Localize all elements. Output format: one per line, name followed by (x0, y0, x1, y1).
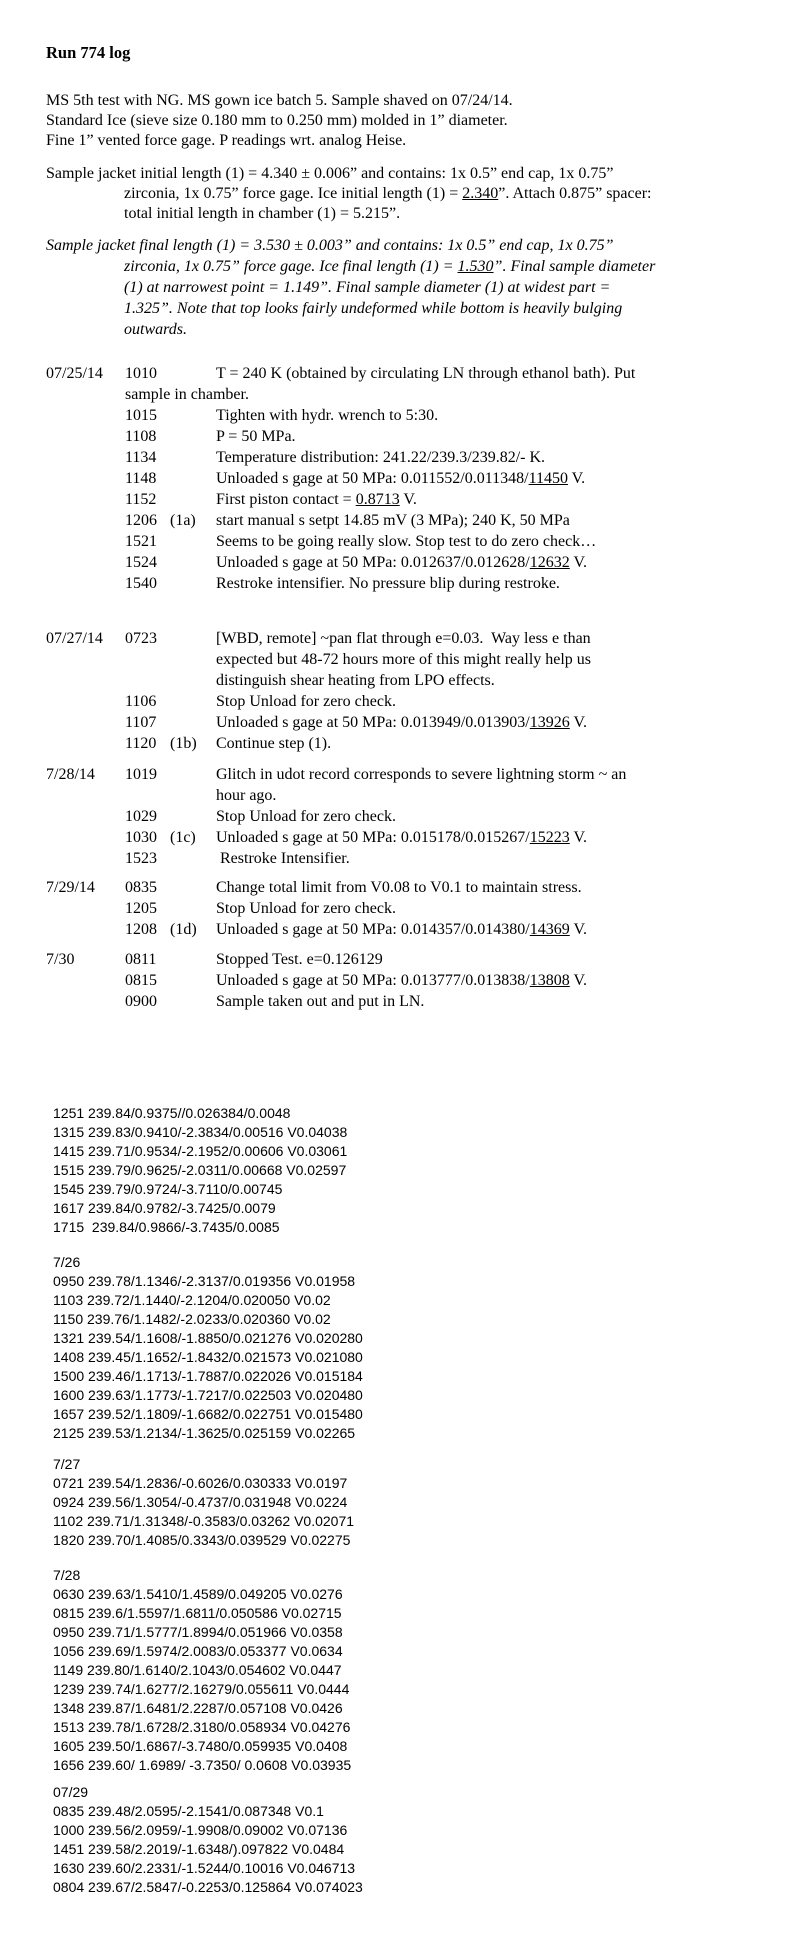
data-block (53, 1104, 803, 1237)
data-line: 1103 239.72/1.1440/-2.1204/0.020050 V0.02 (53, 1292, 331, 1308)
log-row (0, 363, 803, 384)
data-line: 1715 239.84/0.9866/-3.7435/0.0085 (53, 1219, 280, 1235)
data-block (53, 1783, 803, 1897)
text-segment: Restroke Intensifier. (216, 850, 350, 867)
text-segment: Sample jacket final length (1) = 3.530 ± 0.003” and contains: 1x 0.5” end cap, 1x 0.75” (46, 237, 614, 254)
log-step-tag: (1d) (170, 921, 197, 938)
paragraph-line (124, 256, 803, 277)
log-entry-text (216, 363, 635, 384)
log-row (0, 919, 803, 940)
log-time: 1107 (125, 714, 157, 731)
data-line: 1820 239.70/1.4085/0.3343/0.039529 V0.02275 (53, 1532, 351, 1548)
data-line: 1605 239.50/1.6867/-3.7480/0.059935 V0.0408 (53, 1738, 348, 1754)
log-row (0, 670, 803, 691)
text-segment: Unloaded s gage at 50 MPa: 0.015178/0.015267/ (216, 829, 530, 846)
text-segment: Restroke intensifier. No pressure blip during restroke. (216, 575, 560, 592)
text-segment: V. (569, 554, 587, 571)
text-segment: V. (569, 714, 587, 731)
data-line: 1451 239.58/2.2019/-1.6348/).097822 V0.0484 (53, 1841, 345, 1857)
data-line: 1657 239.52/1.1809/-1.6682/0.022751 V0.015480 (53, 1406, 363, 1422)
underlined-value: 1.530 (457, 258, 494, 275)
log-row (0, 877, 803, 898)
data-block (53, 1253, 803, 1443)
data-date-header: 7/26 (53, 1254, 81, 1270)
log-time: 1521 (125, 533, 157, 550)
text-segment: (1) at narrowest point = 1.149”. Final sample diameter (1) at widest part = (124, 279, 611, 296)
text-segment: Change total limit from V0.08 to V0.1 to maintain stress. (216, 879, 582, 896)
data-line: 1102 239.71/1.31348/-0.3583/0.03262 V0.02071 (53, 1513, 355, 1529)
data-line: 1315 239.83/0.9410/-2.3834/0.00516 V0.04038 (53, 1124, 348, 1140)
log-section (0, 628, 803, 754)
log-row (0, 628, 803, 649)
intro-paragraph (46, 91, 803, 151)
log-row (0, 649, 803, 670)
text-segment: Sample taken out and put in LN. (216, 993, 425, 1010)
data-date-header: 7/28 (53, 1567, 81, 1583)
underlined-value: 14369 (529, 921, 570, 938)
log-time: 1208 (125, 921, 157, 938)
text-segment: total initial length in chamber (1) = 5.215”. (124, 205, 401, 222)
log-section (0, 877, 803, 940)
log-entry-text (216, 827, 587, 848)
log-row (0, 827, 803, 848)
text-segment: ”. Final sample diameter (493, 258, 656, 275)
log-entry-text (216, 877, 582, 898)
text-segment: First piston contact = (216, 491, 356, 508)
underlined-value: 13808 (529, 972, 570, 989)
text-segment: expected but 48-72 hours more of this might really help us (216, 651, 592, 668)
log-time: 1523 (125, 850, 157, 867)
log-row (0, 384, 803, 405)
log-row (0, 447, 803, 468)
log-row (0, 991, 803, 1012)
jacket-final-paragraph (0, 235, 803, 340)
log-date: 7/30 (46, 951, 75, 968)
log-time: 1540 (125, 575, 157, 592)
data-block (53, 1566, 803, 1775)
log-entry-text (216, 405, 438, 426)
log-time: 1206 (125, 512, 157, 529)
underlined-value: 13926 (529, 714, 570, 731)
log-entry-text (216, 552, 587, 573)
data-line: 1000 239.56/2.0959/-1.9908/0.09002 V0.07136 (53, 1822, 348, 1838)
paragraph-line (46, 164, 803, 184)
underlined-value: 2.340 (462, 185, 499, 202)
text-segment: [WBD, remote] ~pan flat through e=0.03. Way less e than (216, 630, 591, 647)
log-time: 1148 (125, 470, 157, 487)
log-row (0, 510, 803, 531)
data-line: 1251 239.84/0.9375//0.026384/0.0048 (53, 1105, 291, 1121)
text-segment: V. (569, 829, 587, 846)
text-segment: hour ago. (216, 787, 277, 804)
log-time: 1152 (125, 491, 157, 508)
text-segment: zirconia, 1x 0.75” force gage. Ice initial length (1) = (124, 185, 463, 202)
log-date: 7/29/14 (46, 879, 95, 896)
data-line: 1149 239.80/1.6140/2.1043/0.054602 V0.0447 (53, 1662, 342, 1678)
log-entry-text (216, 531, 596, 552)
data-line: 0721 239.54/1.2836/-0.6026/0.030333 V0.0197 (53, 1475, 348, 1491)
log-time: 1106 (125, 693, 157, 710)
log-entry-text (216, 991, 424, 1012)
log-row (0, 489, 803, 510)
text-segment: Stop Unload for zero check. (216, 693, 396, 710)
intro-line: Standard Ice (sieve size 0.180 mm to 0.250 mm) molded in 1” diameter. (46, 112, 508, 129)
log-row (0, 898, 803, 919)
text-segment: ”. Attach 0.875” spacer: (498, 185, 652, 202)
log-row (0, 468, 803, 489)
log-time: 1010 (125, 365, 157, 382)
log-entry-text (216, 848, 350, 869)
text-segment: Continue step (1). (216, 735, 332, 752)
data-line: 0950 239.71/1.5777/1.8994/0.051966 V0.0358 (53, 1624, 343, 1640)
text-segment: V. (399, 491, 417, 508)
log-time: 1019 (125, 766, 157, 783)
intro-line: MS 5th test with NG. MS gown ice batch 5. Sample shaved on 07/24/14. (46, 92, 513, 109)
log-row (0, 733, 803, 754)
underlined-value: 15223 (529, 829, 570, 846)
data-line: 1515 239.79/0.9625/-2.0311/0.00668 V0.02597 (53, 1162, 347, 1178)
log-row (0, 848, 803, 869)
log-row (0, 573, 803, 594)
log-row (0, 806, 803, 827)
log-entry-text (125, 384, 249, 405)
paragraph-line (124, 184, 803, 204)
log-time: 1029 (125, 808, 157, 825)
log-entry-text (216, 806, 396, 827)
text-segment: Unloaded s gage at 50 MPa: 0.014357/0.014380/ (216, 921, 530, 938)
text-segment: V. (569, 972, 587, 989)
data-line: 1348 239.87/1.6481/2.2287/0.057108 V0.0426 (53, 1700, 343, 1716)
text-segment: outwards. (124, 321, 187, 338)
log-entry-text (216, 898, 396, 919)
log-time: 0811 (125, 951, 157, 968)
text-segment: Stop Unload for zero check. (216, 900, 396, 917)
text-segment: Sample jacket initial length (1) = 4.340 ± 0.006” and contains: 1x 0.5” end cap, 1x 0.75” (46, 165, 614, 182)
log-step-tag: (1b) (170, 735, 197, 752)
log-row (0, 531, 803, 552)
underlined-value: 12632 (529, 554, 570, 571)
log-entry-text (216, 426, 296, 447)
data-line: 1150 239.76/1.1482/-2.0233/0.020360 V0.02 (53, 1311, 331, 1327)
log-entry-text (216, 733, 331, 754)
text-segment: sample in chamber. (125, 386, 249, 403)
text-segment: distinguish shear heating from LPO effects. (216, 672, 495, 689)
log-entry-text (216, 489, 417, 510)
text-segment: V. (569, 921, 587, 938)
log-entry-text (216, 670, 495, 691)
log-entry-text (216, 447, 545, 468)
text-segment: Seems to be going really slow. Stop test to do zero check… (216, 533, 597, 550)
data-line: 0950 239.78/1.1346/-2.3137/0.019356 V0.01958 (53, 1273, 356, 1289)
paragraph-line (124, 298, 803, 319)
text-segment: Stop Unload for zero check. (216, 808, 396, 825)
paragraph-line (46, 235, 803, 256)
text-segment: Unloaded s gage at 50 MPa: 0.013949/0.013903/ (216, 714, 530, 731)
log-section (0, 363, 803, 594)
data-line: 0815 239.6/1.5597/1.6811/0.050586 V0.02715 (53, 1605, 342, 1621)
log-row (0, 970, 803, 991)
data-date-header: 07/29 (53, 1784, 89, 1800)
log-time: 1134 (125, 449, 157, 466)
log-entry-text (216, 919, 587, 940)
data-line: 1630 239.60/2.2331/-1.5244/0.10016 V0.046713 (53, 1860, 356, 1876)
underlined-value: 11450 (528, 470, 568, 487)
log-entry-text (216, 649, 591, 670)
log-row (0, 785, 803, 806)
log-section (0, 949, 803, 1012)
log-step-tag: (1c) (170, 829, 196, 846)
jacket-initial-paragraph (0, 164, 803, 224)
log-row (0, 552, 803, 573)
log-entry-text (216, 510, 570, 531)
log-entry-text (216, 785, 276, 806)
log-time: 0835 (125, 879, 157, 896)
log-date: 7/28/14 (46, 766, 95, 783)
data-line: 1545 239.79/0.9724/-3.7110/0.00745 (53, 1181, 283, 1197)
log-time: 0900 (125, 993, 157, 1010)
log-time: 1108 (125, 428, 157, 445)
page-title: Run 774 log (46, 43, 131, 62)
data-line: 0804 239.67/2.5847/-0.2253/0.125864 V0.074023 (53, 1879, 363, 1895)
data-line: 1513 239.78/1.6728/2.3180/0.058934 V0.04276 (53, 1719, 351, 1735)
data-line: 1056 239.69/1.5974/2.0083/0.053377 V0.0634 (53, 1643, 343, 1659)
data-line: 1408 239.45/1.1652/-1.8432/0.021573 V0.021080 (53, 1349, 363, 1365)
data-block (53, 1455, 803, 1550)
text-segment: Unloaded s gage at 50 MPa: 0.011552/0.011348/ (216, 470, 529, 487)
data-line: 1415 239.71/0.9534/-2.1952/0.00606 V0.03061 (53, 1143, 348, 1159)
data-line: 0835 239.48/2.0595/-2.1541/0.087348 V0.1 (53, 1803, 324, 1819)
data-line: 1600 239.63/1.1773/-1.7217/0.022503 V0.020480 (53, 1387, 363, 1403)
log-date: 07/25/14 (46, 365, 103, 382)
paragraph-line (124, 277, 803, 298)
data-date-header: 7/27 (53, 1456, 81, 1472)
log-time: 1015 (125, 407, 157, 424)
log-section (0, 764, 803, 869)
text-segment: zirconia, 1x 0.75” force gage. Ice final length (1) = (124, 258, 458, 275)
data-line: 1500 239.46/1.1713/-1.7887/0.022026 V0.015184 (53, 1368, 363, 1384)
log-entry-text (216, 573, 560, 594)
log-row (0, 949, 803, 970)
data-line: 0630 239.63/1.5410/1.4589/0.049205 V0.0276 (53, 1586, 343, 1602)
log-row (0, 426, 803, 447)
data-line: 1321 239.54/1.1608/-1.8850/0.021276 V0.020280 (53, 1330, 363, 1346)
log-row (0, 405, 803, 426)
log-time: 1524 (125, 554, 157, 571)
log-entry-text (216, 468, 585, 489)
text-segment: Stopped Test. e=0.126129 (216, 951, 383, 968)
underlined-value: 0.8713 (355, 491, 400, 508)
log-row (0, 712, 803, 733)
text-segment: V. (567, 470, 586, 487)
text-segment: P = 50 MPa. (216, 428, 296, 445)
log-time: 1030 (125, 829, 157, 846)
text-segment: Unloaded s gage at 50 MPa: 0.013777/0.013838/ (216, 972, 530, 989)
text-segment: Temperature distribution: 241.22/239.3/239.82/- K. (216, 449, 546, 466)
intro-line: Fine 1” vented force gage. P readings wrt. analog Heise. (46, 132, 407, 149)
text-segment: Tighten with hydr. wrench to 5:30. (216, 407, 439, 424)
text-segment: 1.325”. Note that top looks fairly undeformed while bottom is heavily bulging (124, 300, 623, 317)
paragraph-line (124, 319, 803, 340)
data-line: 0924 239.56/1.3054/-0.4737/0.031948 V0.0224 (53, 1494, 348, 1510)
log-date: 07/27/14 (46, 630, 103, 647)
log-step-tag: (1a) (170, 512, 196, 529)
text-segment: Glitch in udot record corresponds to severe lightning storm ~ an (216, 766, 627, 783)
log-time: 1205 (125, 900, 157, 917)
paragraph-line (124, 204, 803, 224)
log-entry-text (216, 691, 396, 712)
log-entry-text (216, 970, 587, 991)
log-row (0, 691, 803, 712)
data-line: 1656 239.60/ 1.6989/ -3.7350/ 0.0608 V0.03935 (53, 1757, 352, 1773)
log-entry-text (216, 764, 626, 785)
log-entry-text (216, 628, 591, 649)
data-line: 2125 239.53/1.2134/-1.3625/0.025159 V0.02265 (53, 1425, 356, 1441)
log-entry-text (216, 949, 383, 970)
text-segment: Unloaded s gage at 50 MPa: 0.012637/0.012628/ (216, 554, 530, 571)
log-entry-text (216, 712, 587, 733)
data-line: 1617 239.84/0.9782/-3.7425/0.0079 (53, 1200, 276, 1216)
text-segment: start manual s setpt 14.85 mV (3 MPa); 240 K, 50 MPa (216, 512, 570, 529)
log-time: 0723 (125, 630, 157, 647)
log-time: 0815 (125, 972, 157, 989)
log-time: 1120 (125, 735, 157, 752)
text-segment: T = 240 K (obtained by circulating LN through ethanol bath). Put (216, 365, 636, 382)
data-line: 1239 239.74/1.6277/2.16279/0.055611 V0.0444 (53, 1681, 350, 1697)
log-row (0, 764, 803, 785)
